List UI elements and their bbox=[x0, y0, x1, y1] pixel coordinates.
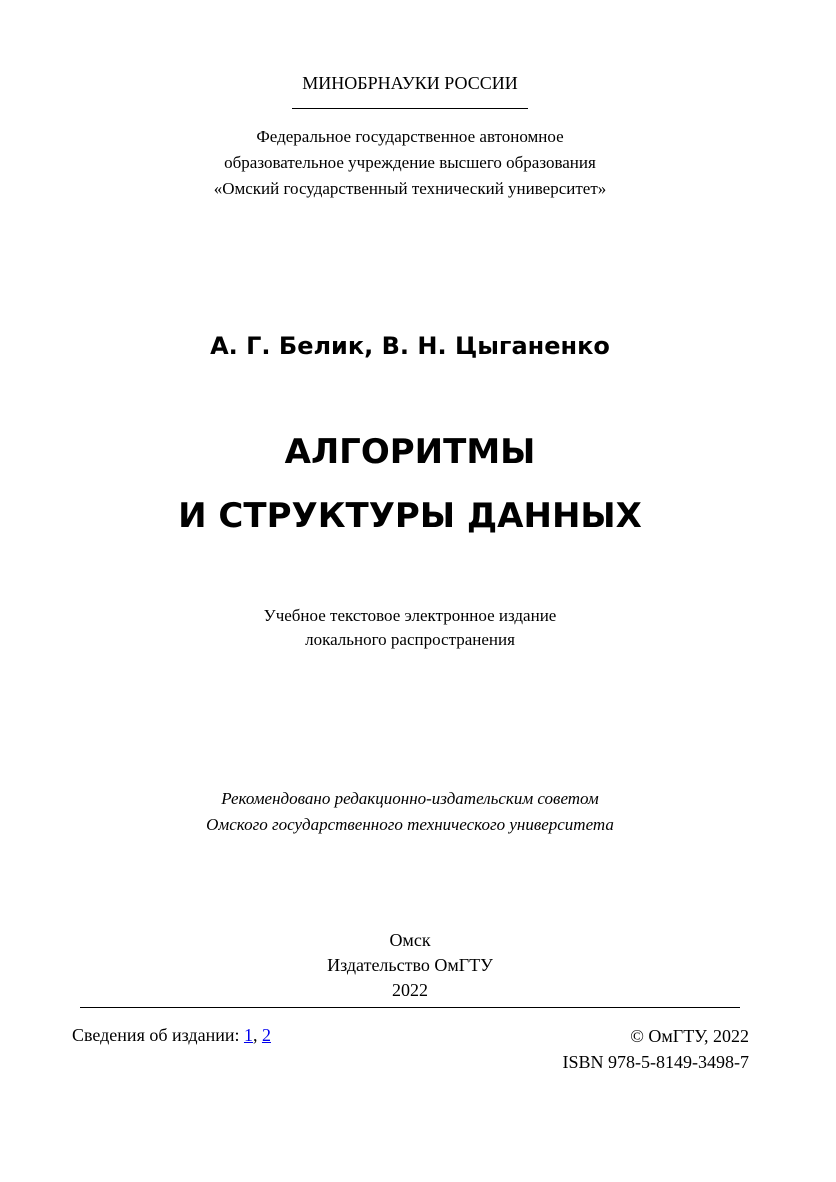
book-title bbox=[0, 420, 820, 548]
copyright: © ОмГТУ, 2022 bbox=[630, 1026, 749, 1046]
edition-info-separator: , bbox=[252, 1025, 262, 1045]
organization-line: Федеральное государственное автономное bbox=[256, 127, 564, 146]
ministry-divider bbox=[292, 108, 528, 109]
edition-type-line: локального распространения bbox=[305, 630, 515, 649]
ministry-name: МИНОБРНАУКИ РОССИИ bbox=[302, 73, 518, 93]
edition-info-link-1[interactable]: 1 bbox=[243, 1025, 253, 1045]
imprint bbox=[0, 928, 820, 1003]
recommendation bbox=[0, 786, 820, 838]
organization-line: образовательное учреждение высшего образования bbox=[224, 153, 596, 172]
edition-type-line: Учебное текстовое электронное издание bbox=[263, 606, 557, 625]
recommendation-line: Рекомендовано редакционно-издательским советом bbox=[221, 789, 599, 808]
edition-info-link-2[interactable]: 2 bbox=[261, 1025, 271, 1045]
imprint-year: 2022 bbox=[392, 980, 428, 1000]
recommendation-line: Омского государственного технического университета bbox=[206, 815, 614, 834]
authors: А. Г. Белик, В. Н. Цыганенко bbox=[210, 332, 610, 360]
publication-rights bbox=[563, 1023, 750, 1075]
isbn: ISBN 978-5-8149-3498-7 bbox=[562, 1052, 749, 1072]
organization-line: «Омский государственный технический университет» bbox=[213, 179, 607, 198]
edition-info-label: Сведения об издании: bbox=[72, 1025, 244, 1045]
imprint-city: Омск bbox=[389, 930, 431, 950]
edition-info bbox=[72, 1023, 271, 1047]
organization-name bbox=[0, 124, 820, 202]
imprint-publisher: Издательство ОмГТУ bbox=[327, 955, 493, 975]
edition-type bbox=[0, 604, 820, 652]
title-line: АЛГОРИТМЫ bbox=[284, 432, 536, 472]
title-line: И СТРУКТУРЫ ДАННЫХ bbox=[178, 496, 642, 536]
footer-divider bbox=[80, 1007, 740, 1008]
